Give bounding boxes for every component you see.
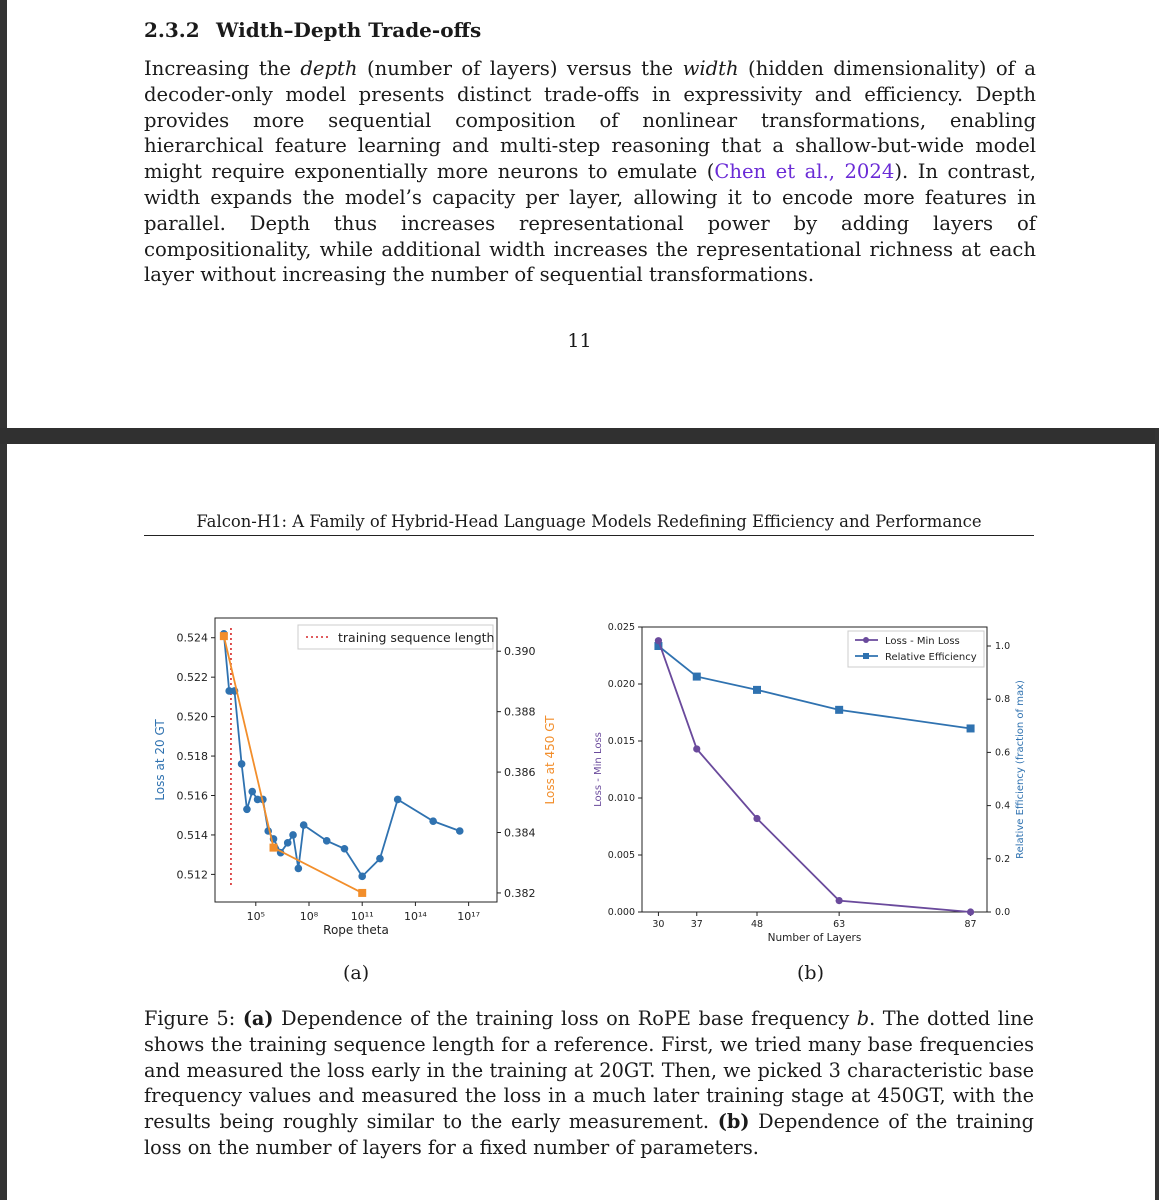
right-tick-label: 0.4	[995, 800, 1011, 812]
series-20gt-line	[224, 634, 460, 877]
section-title: Width–Depth Trade-offs	[216, 18, 482, 42]
loss-point	[836, 897, 843, 904]
efficiency-point	[693, 673, 701, 681]
left-tick-label: 0.522	[176, 671, 208, 685]
series-450gt-point	[358, 889, 366, 897]
chart-a	[140, 600, 560, 960]
series-20gt-point	[243, 806, 251, 814]
right-edge-bar	[1155, 428, 1159, 1200]
series-20gt-point	[284, 839, 292, 847]
right-tick-label: 0.388	[504, 705, 536, 719]
left-tick-label: 0.520	[176, 710, 208, 724]
caption-a-text-2: . The dotted line shows the training sequence length for a reference. First, we tried many base frequencies and measured the loss early in the training at 20GT. Then, we picked 3 characteristic base frequency values and measured the loss in a much later training stage at 450GT, with the results being roughly similar to the early measurement.	[144, 1007, 1034, 1134]
left-tick-label: 0.516	[176, 789, 208, 803]
figure-caption	[144, 1006, 1034, 1161]
section-heading	[144, 18, 481, 42]
caption-a-text-1: Dependence of the training loss on RoPE base frequency	[273, 1007, 857, 1030]
right-tick-label: 0.0	[995, 907, 1011, 918]
x-axis-label: Rope theta	[323, 923, 389, 937]
efficiency-point	[753, 686, 761, 694]
series-20gt-point	[358, 873, 366, 881]
x-tick-label: 10¹⁴	[404, 910, 427, 923]
efficiency-point	[835, 706, 843, 714]
left-tick-label: 0.000	[607, 907, 635, 918]
legend-label: training sequence length	[338, 630, 495, 645]
x-tick-label: 30	[652, 919, 665, 930]
loss-line	[658, 641, 970, 912]
left-tick-label: 0.518	[176, 750, 208, 764]
header-rule	[144, 535, 1034, 536]
right-tick-label: 0.390	[504, 645, 536, 659]
x-tick-label: 10⁵	[246, 910, 266, 923]
running-header: Falcon-H1: A Family of Hybrid-Head Language Models Redefining Efficiency and Performance	[196, 512, 982, 531]
right-tick-label: 0.2	[995, 853, 1011, 865]
left-axis-label: Loss - Min Loss	[593, 732, 604, 807]
right-tick-label: 1.0	[995, 640, 1011, 652]
series-20gt-point	[248, 788, 256, 796]
page-divider	[0, 428, 1159, 444]
right-tick-label: 0.6	[995, 747, 1011, 759]
legend-eff-label: Relative Efficiency	[885, 652, 977, 663]
chart-b	[580, 600, 1050, 960]
series-20gt-point	[429, 817, 437, 825]
x-tick-label: 37	[690, 919, 703, 930]
plot-frame	[215, 618, 497, 902]
right-tick-label: 0.384	[504, 826, 536, 840]
x-tick-label: 10¹⁷	[457, 910, 481, 923]
series-20gt-point	[376, 855, 384, 863]
citation-link[interactable]: Chen et al., 2024	[714, 160, 895, 184]
left-tick-label: 0.514	[176, 828, 208, 842]
series-20gt-point	[295, 865, 303, 873]
series-20gt-point	[341, 845, 349, 853]
x-tick-label: 87	[964, 919, 977, 930]
x-tick-label: 63	[833, 919, 846, 930]
loss-point	[967, 908, 974, 915]
left-edge-bar	[0, 0, 7, 1200]
body-paragraph	[144, 56, 1036, 288]
left-tick-label: 0.512	[176, 868, 208, 882]
right-tick-label: 0.382	[504, 886, 536, 900]
para-depth-word: depth	[300, 57, 358, 80]
series-20gt-point	[394, 796, 402, 804]
subfigure-label-b: (b)	[797, 962, 824, 984]
loss-point	[693, 745, 700, 752]
x-tick-label: 10¹¹	[350, 910, 374, 923]
plot-frame	[642, 627, 987, 912]
subfigure-label-a: (a)	[343, 962, 370, 984]
legend-eff-marker	[863, 653, 869, 659]
para-text-3: (hidden dimensionality) of a decoder-only model presents distinct trade-offs in expressivity and efficiency. Depth provides more sequential composition of nonlinear transformations, enabling hierarchical feature learning and multi-step reasoning that a shallow-but-wide model might require exponentially more neurons to emulate (	[144, 57, 1036, 184]
para-width-word: width	[682, 57, 739, 80]
caption-b-tag: (b)	[717, 1110, 750, 1134]
right-axis-label: Relative Efficiency (fraction of max)	[1015, 680, 1026, 859]
left-tick-label: 0.020	[607, 679, 635, 690]
legend-loss-label: Loss - Min Loss	[885, 636, 960, 647]
page-number: 11	[567, 330, 592, 352]
series-20gt-point	[300, 821, 308, 829]
x-axis-label: Number of Layers	[767, 932, 862, 944]
left-axis-label: Loss at 20 GT	[153, 719, 167, 801]
x-tick-label: 48	[750, 919, 764, 930]
caption-a-tag: (a)	[242, 1007, 274, 1030]
loss-point	[655, 637, 662, 644]
caption-a-var: b	[856, 1007, 870, 1030]
left-tick-label: 0.025	[607, 622, 635, 633]
series-20gt-point	[238, 760, 246, 768]
para-text-2: (number of layers) versus the	[357, 57, 683, 80]
left-tick-label: 0.010	[607, 793, 635, 804]
series-450gt-point	[220, 632, 228, 640]
series-450gt-point	[270, 844, 278, 852]
series-20gt-point	[323, 837, 331, 845]
caption-prefix: Figure 5:	[144, 1007, 243, 1030]
x-tick-label: 10⁸	[299, 910, 319, 923]
loss-point	[753, 815, 760, 822]
left-tick-label: 0.524	[176, 631, 208, 645]
para-text-1: Increasing the	[144, 57, 301, 80]
series-20gt-point	[289, 831, 297, 839]
right-tick-label: 0.8	[995, 694, 1011, 706]
para-text-4: ). In contrast, width expands the model’s capacity per layer, allowing it to encode more features in parallel. Depth thus increases representational power by adding layers of compositionality, while additional width increases the representational richness at each layer without increasing the number of sequential transformations.	[144, 160, 1036, 287]
legend-loss-marker	[863, 637, 869, 643]
left-tick-label: 0.005	[607, 850, 635, 861]
series-20gt-point	[456, 827, 464, 835]
caption-b-text: Dependence of the training loss on the number of layers for a fixed number of parameters.	[144, 1110, 1034, 1159]
left-tick-label: 0.015	[607, 736, 635, 747]
efficiency-point	[967, 724, 975, 732]
section-number: 2.3.2	[144, 18, 200, 42]
right-tick-label: 0.386	[504, 766, 536, 780]
right-axis-label: Loss at 450 GT	[543, 715, 557, 805]
